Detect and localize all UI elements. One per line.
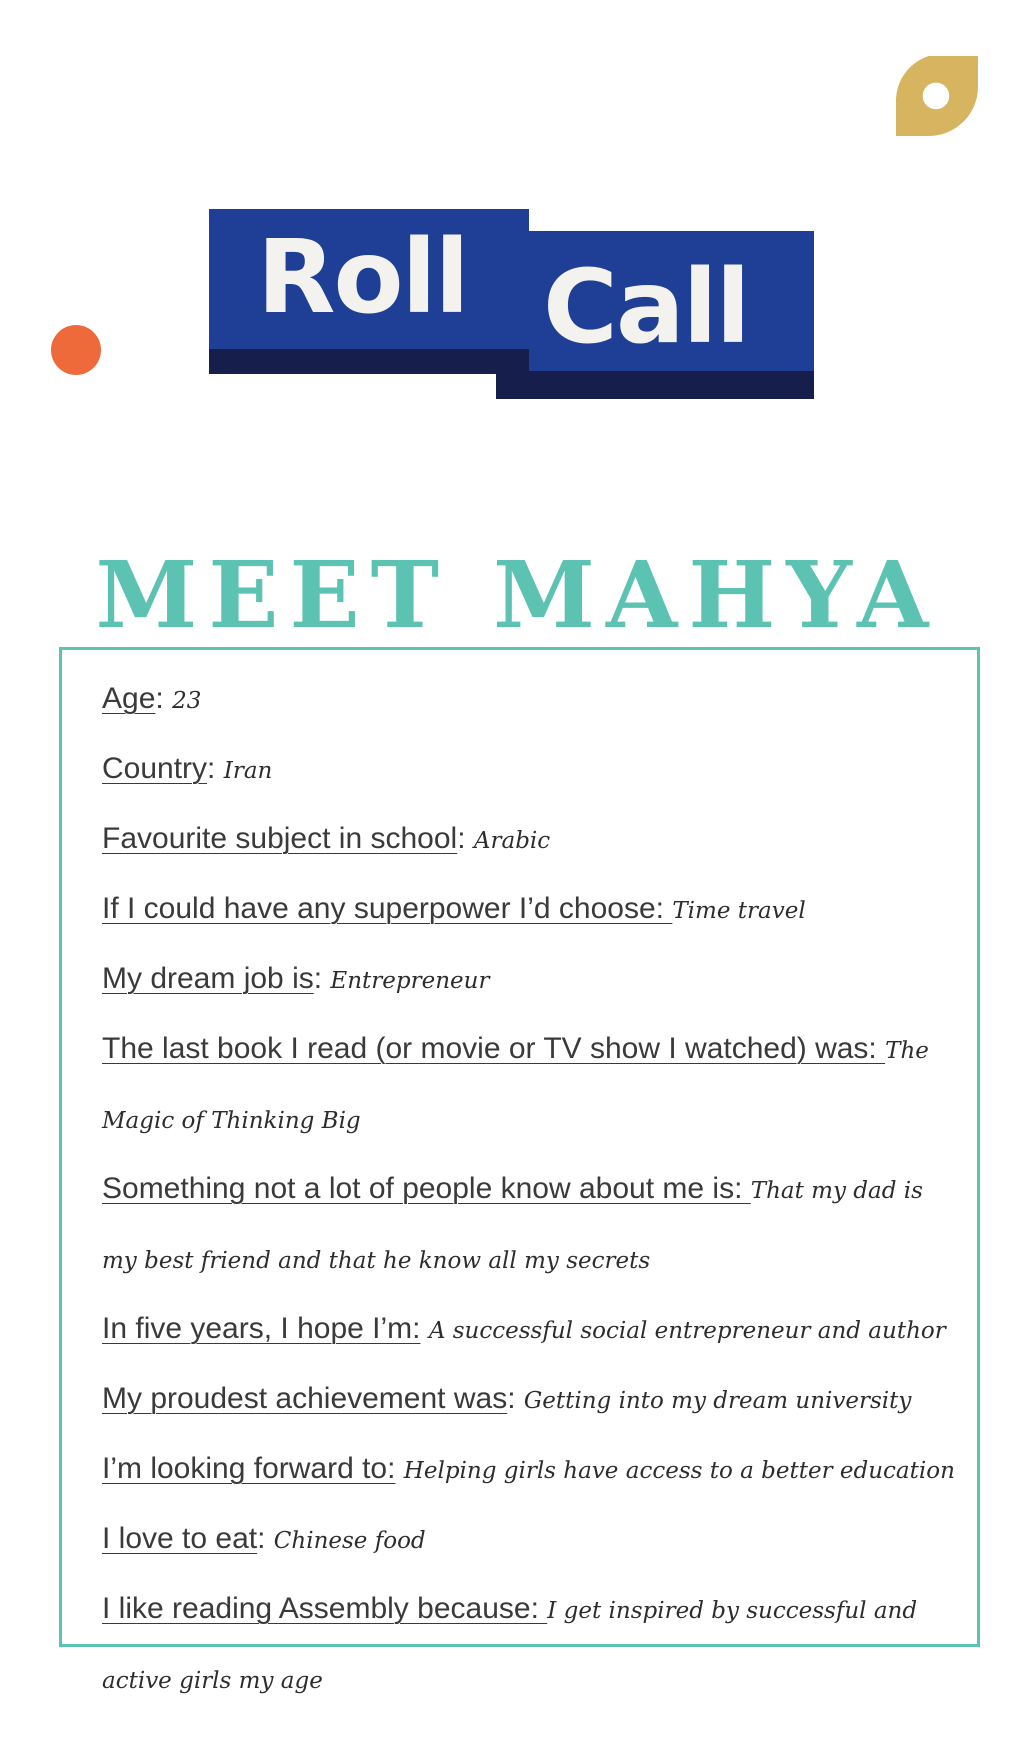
qa-item-love-to-eat: [102, 1505, 959, 1575]
question-separator: :: [257, 1522, 266, 1555]
answer-text: That my dad is my best friend and that he know all my secrets: [102, 1178, 923, 1274]
question-label: My proudest achievement was: [102, 1382, 508, 1415]
question-separator: :: [155, 682, 164, 715]
qa-item-looking-forward: [102, 1435, 959, 1505]
answer-text: Iran: [223, 758, 273, 784]
answer-text: I get inspired by successful and active girls my age: [102, 1598, 918, 1694]
page-title: MEET MAHYA: [95, 540, 940, 649]
qa-item-favourite-subject: [102, 805, 959, 875]
answer-text: The Magic of Thinking Big: [102, 1038, 929, 1134]
question-label: My dream job is: [102, 962, 314, 995]
question-label: The last book I read (or movie or TV show I watched) was:: [102, 1032, 886, 1065]
answer-text: Chinese food: [273, 1528, 426, 1554]
qa-item-last-book: [102, 1015, 959, 1155]
logo-word-roll: Roll: [257, 218, 468, 337]
question-label: Age: [102, 682, 156, 715]
logo-shadow-left: [209, 349, 529, 374]
qa-item-five-years: [102, 1295, 959, 1365]
answer-text: A successful social entrepreneur and author: [428, 1318, 946, 1344]
roll-call-logo: [209, 209, 814, 399]
answer-text: Arabic: [473, 828, 551, 854]
question-label: Favourite subject in school: [102, 822, 458, 855]
question-label: If I could have any superpower I’d choose:: [102, 892, 673, 925]
answer-text: Getting into my dream university: [523, 1388, 912, 1414]
assembly-logo-icon: [896, 56, 978, 138]
question-separator: :: [507, 1382, 516, 1415]
answer-text: Helping girls have access to a better education: [403, 1458, 955, 1484]
qa-item-superpower: [102, 875, 959, 945]
logo-word-call: Call: [543, 248, 749, 367]
orange-dot-decoration: [51, 325, 101, 375]
question-separator: :: [313, 962, 323, 995]
answer-text: 23: [172, 688, 202, 714]
qa-item-reading-assembly: [102, 1575, 959, 1715]
qa-item-dream-job: [102, 945, 959, 1015]
answer-text: Time travel: [672, 898, 806, 924]
question-label: I’m looking forward to:: [102, 1452, 396, 1485]
qa-item-proudest-achievement: [102, 1365, 959, 1435]
question-separator: :: [457, 822, 466, 855]
logo-box-call: [529, 231, 814, 371]
logo-shadow-right: [496, 371, 814, 399]
question-separator: :: [207, 752, 216, 785]
question-label: Something not a lot of people know about me is:: [102, 1172, 751, 1205]
question-label: Country: [102, 752, 208, 785]
logo-box-roll: [209, 209, 529, 349]
qa-item-country: [102, 735, 959, 805]
question-label: I love to eat: [102, 1522, 258, 1555]
answer-text: Entrepreneur: [330, 968, 490, 994]
question-label: I like reading Assembly because:: [102, 1592, 548, 1625]
question-label: In five years, I hope I’m:: [102, 1312, 421, 1345]
qa-item-secret: [102, 1155, 959, 1295]
profile-card: [59, 647, 980, 1694]
qa-item-age: [102, 665, 959, 735]
